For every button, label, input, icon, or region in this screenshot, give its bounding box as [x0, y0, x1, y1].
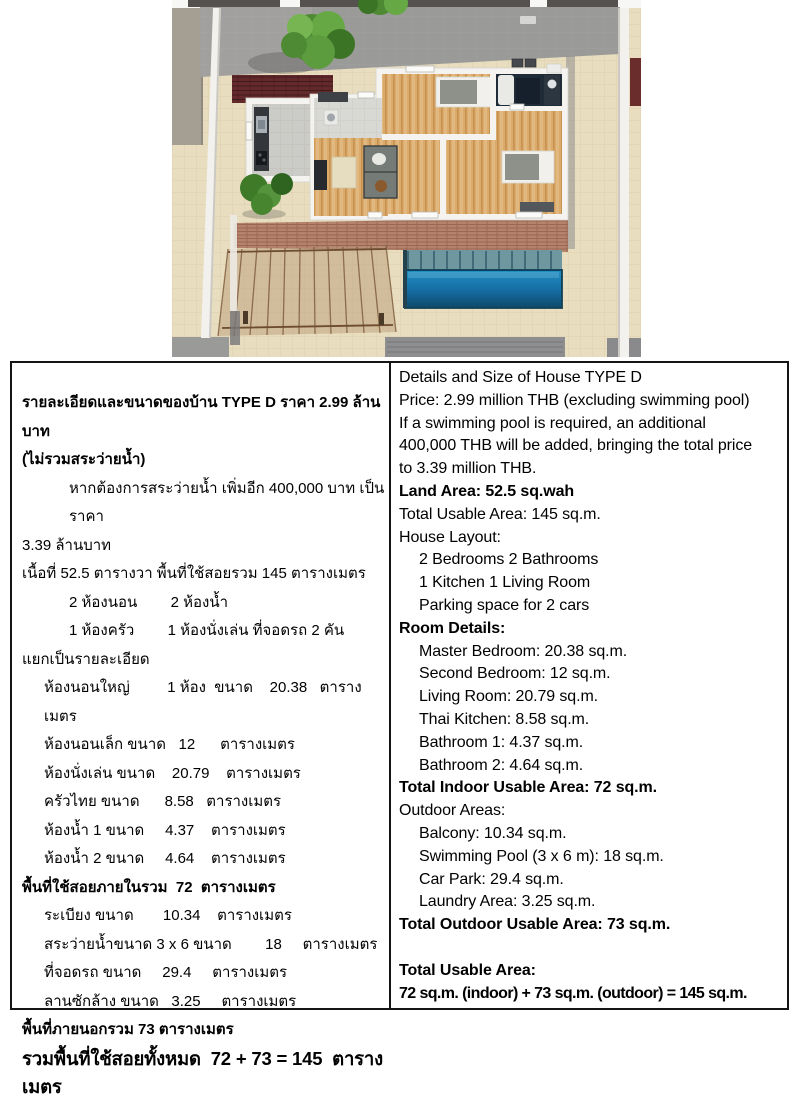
- neighbour-roof-right: [630, 58, 641, 106]
- thai-kitchen: [252, 104, 310, 176]
- sofa: [332, 157, 356, 188]
- thai-room-line: ห้องนอนเล็ก ขนาด 12 ตารางเมตร: [44, 736, 295, 753]
- thai-room-line: ห้องน้ำ 1 ขนาด 4.37 ตารางเมตร: [44, 821, 286, 839]
- house-details-table: [10, 361, 789, 1097]
- thai-room-line: ห้องน้ำ 2 ขนาด 4.64 ตารางเมตร: [44, 850, 286, 867]
- eng-line: Outdoor Areas:: [399, 802, 506, 820]
- dresser: [520, 202, 554, 212]
- thai-room-line: ที่จอดรถ ขนาด 29.4 ตารางเมตร: [44, 964, 288, 981]
- eng-room-line: Second Bedroom: 12 sq.m.: [419, 665, 611, 683]
- tv-cabinet: [314, 160, 327, 190]
- eng-grand-total: 72 sq.m. (indoor) + 73 sq.m. (outdoor) = 145 sq.m.: [399, 984, 747, 1002]
- eng-layout-line: Parking space for 2 cars: [419, 596, 590, 614]
- bathtub: [498, 75, 514, 105]
- second-bedroom: [382, 74, 491, 134]
- eng-layout-line: 2 Bedrooms 2 Bathrooms: [419, 551, 599, 569]
- swimming-pool: [403, 250, 562, 308]
- left-path: [172, 8, 203, 145]
- thai-room-line: ลานซักล้าง ขนาด 3.25 ตารางเมตร: [44, 992, 297, 1010]
- eng-room-line: Bathroom 1: 4.37 sq.m.: [419, 733, 584, 751]
- eng-room-line: Laundry Area: 3.25 sq.m.: [419, 893, 596, 911]
- eng-room-line: Swimming Pool (3 x 6 m): 18 sq.m.: [419, 847, 664, 865]
- eng-line: If a swimming pool is required, an additional: [399, 414, 706, 432]
- eng-room-line: Balcony: 10.34 sq.m.: [419, 824, 567, 842]
- eng-line: House Layout:: [399, 528, 501, 546]
- eng-line: 400,000 THB will be added, bringing the total price: [399, 437, 753, 455]
- daybed-sofa: [364, 146, 397, 198]
- eng-room-line: Bathroom 2: 4.64 sq.m.: [419, 756, 584, 774]
- thai-line: แยกเป็นรายละเอียด: [22, 650, 150, 668]
- floorplan-illustration: [172, 0, 641, 357]
- thai-outdoor-total: พื้นที่ภายนอกรวม 73 ตารางเมตร: [22, 1021, 234, 1038]
- eng-layout-line: 1 Kitchen 1 Living Room: [419, 574, 591, 592]
- eng-land-area: Land Area: 52.5 sq.wah: [399, 482, 575, 500]
- eng-room-line: Living Room: 20.79 sq.m.: [419, 688, 599, 706]
- english-details-cell: [391, 363, 787, 1008]
- thai-room-line: ห้องนั่งเล่น ขนาด 20.79 ตารางเมตร: [44, 764, 301, 782]
- eng-room-details-heading: Room Details:: [399, 619, 506, 637]
- thai-room-line: สระว่ายน้ำขนาด 3 x 6 ขนาด 18 ตารางเมตร: [44, 935, 378, 953]
- eng-room-line: Car Park: 29.4 sq.m.: [419, 870, 564, 888]
- thai-line: 1 ห้องครัว 1 ห้องนั่งเล่น ที่จอดรถ 2 คัน: [69, 622, 345, 639]
- thai-line: 2 ห้องนอน 2 ห้องน้ำ: [69, 593, 228, 611]
- eng-room-line: Master Bedroom: 20.38 sq.m.: [419, 642, 628, 660]
- eng-blank-line: [399, 937, 783, 960]
- thai-room-line: ระเบียง ขนาด 10.34 ตารางเมตร: [44, 907, 292, 924]
- top-tree: [358, 0, 408, 15]
- bathroom: [496, 74, 562, 106]
- eng-line: Total Usable Area: 145 sq.m.: [399, 505, 601, 523]
- eng-price-line: Price: 2.99 million THB (excluding swimming pool): [399, 391, 750, 409]
- thai-line: เนื้อที่ 52.5 ตารางวา พื้นที่ใช้สอยรวม 145 ตารางเมตร: [22, 565, 366, 582]
- thai-subtitle: (ไม่รวมสระว่ายน้ำ): [22, 451, 146, 468]
- thai-title: รายละเอียดและขนาดของบ้าน TYPE D ราคา 2.99 ล้านบาท: [22, 394, 381, 440]
- eng-grand-total-heading: Total Usable Area:: [399, 961, 536, 979]
- thai-line: 3.39 ล้านบาท: [22, 536, 112, 554]
- thai-indoor-total: พื้นที่ใช้สอยภายในรวม 72 ตารางเมตร: [22, 878, 276, 896]
- balcony-terrace: [234, 218, 568, 252]
- thai-details-cell: [12, 363, 391, 1097]
- thai-line: หากต้องการสระว่ายน้ำ เพิ่มอีก 400,000 บาท เป็นราคา: [69, 479, 385, 525]
- eng-indoor-total: Total Indoor Usable Area: 72 sq.m.: [399, 779, 657, 797]
- eng-title: Details and Size of House TYPE D: [399, 369, 642, 386]
- thai-room-line: ห้องนอนใหญ่ 1 ห้อง ขนาด 20.38 ตารางเมตร: [44, 679, 362, 725]
- eng-line: to 3.39 million THB.: [399, 460, 537, 478]
- house-floorplan-photo: [172, 0, 641, 357]
- eng-room-line: Thai Kitchen: 8.58 sq.m.: [419, 710, 590, 728]
- thai-grand-total: รวมพื้นที่ใช้สอยทั้งหมด 72 + 73 = 145 ตารางเมตร: [22, 1047, 383, 1097]
- eng-outdoor-total: Total Outdoor Usable Area: 73 sq.m.: [399, 916, 671, 934]
- hallway: [314, 92, 388, 138]
- thai-room-line: ครัวไทย ขนาด 8.58 ตารางเมตร: [44, 793, 282, 810]
